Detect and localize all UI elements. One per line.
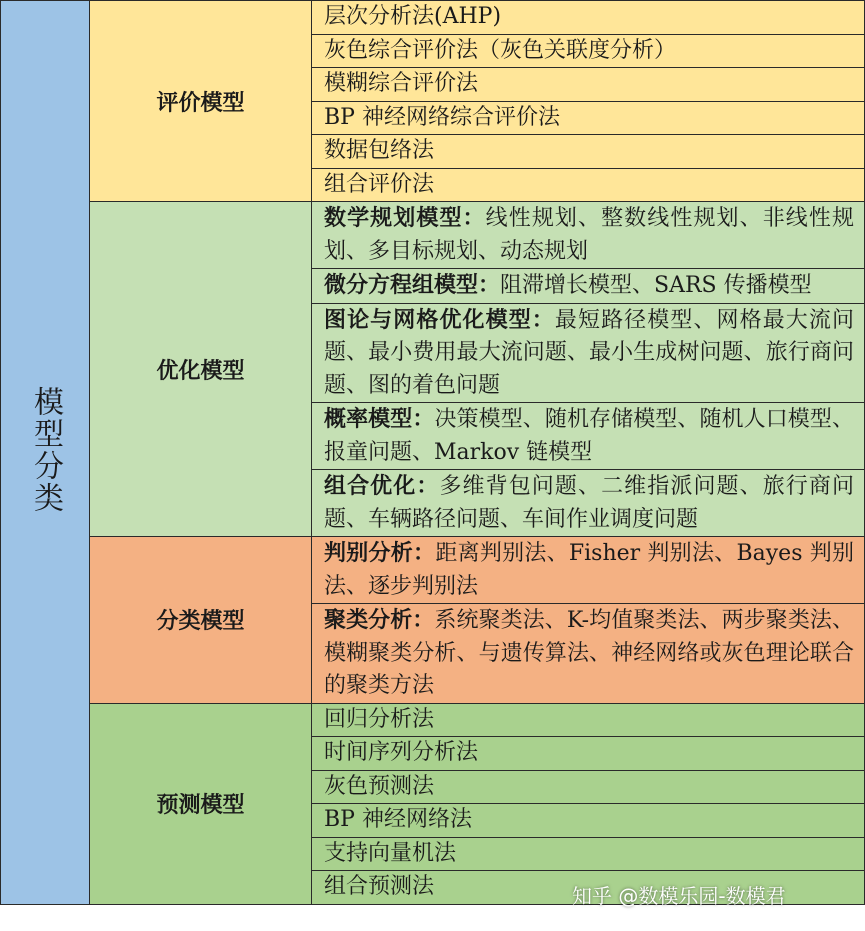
list-item [312,303,865,403]
category-optimization: 优化模型 [90,202,312,537]
item-title: 聚类分析： [324,607,435,633]
list-item [312,470,865,537]
item-title: 图论与网格优化模型： [324,306,555,333]
list-item: BP 神经网络法 [312,804,865,838]
list-item: 支持向量机法 [312,837,865,871]
item-text: 多维背包问题、二维指派问题、旅行商问题、车辆路径问题、车间作业调度问题 [324,474,854,532]
list-item: 灰色综合评价法（灰色关联度分析） [312,34,865,68]
list-item: BP 神经网络综合评价法 [312,101,865,135]
item-text: 决策模型、随机存储模型、随机人口模型、报童问题、Markov 链模型 [324,407,854,465]
list-item [312,202,865,269]
list-item [312,269,865,304]
item-text: 距离判别法、Fisher 判别法、Bayes 判别法、逐步判别法 [324,541,854,599]
list-item: 灰色预测法 [312,770,865,804]
list-item [312,537,865,604]
root-category-label: 模型分类 [28,386,63,515]
list-item: 回归分析法 [312,703,865,737]
item-title: 数学规划模型： [324,205,486,231]
list-item: 层次分析法(AHP) [312,1,865,35]
list-item [312,604,865,704]
category-classification: 分类模型 [90,537,312,704]
list-item: 数据包络法 [312,135,865,169]
item-text: 最短路径模型、网格最大流问题、最小费用最大流问题、最小生成树问题、旅行商问题、图的着色问题 [324,307,854,398]
item-title: 组合优化： [324,473,440,499]
category-evaluation: 评价模型 [90,1,312,202]
item-title: 微分方程组模型： [324,272,501,298]
item-title: 判别分析： [324,540,436,566]
list-item: 组合评价法 [312,168,865,202]
list-item [312,403,865,470]
item-text: 阻滞增长模型、SARS 传播模型 [500,273,812,298]
list-item: 模糊综合评价法 [312,68,865,102]
list-item: 时间序列分析法 [312,737,865,771]
category-prediction: 预测模型 [90,703,312,904]
item-text: 系统聚类法、K-均值聚类法、两步聚类法、模糊聚类分析、与遗传算法、神经网络或灰色理论联合的聚类方法 [324,608,854,698]
item-title: 概率模型： [324,406,435,432]
root-category-cell [1,1,90,905]
zhihu-watermark: 知乎 @数模乐园-数模君 [572,884,786,908]
list-item: 组合预测法 [312,871,865,905]
item-text: 线性规划、整数线性规划、非线性规划、多目标规划、动态规划 [324,206,854,264]
